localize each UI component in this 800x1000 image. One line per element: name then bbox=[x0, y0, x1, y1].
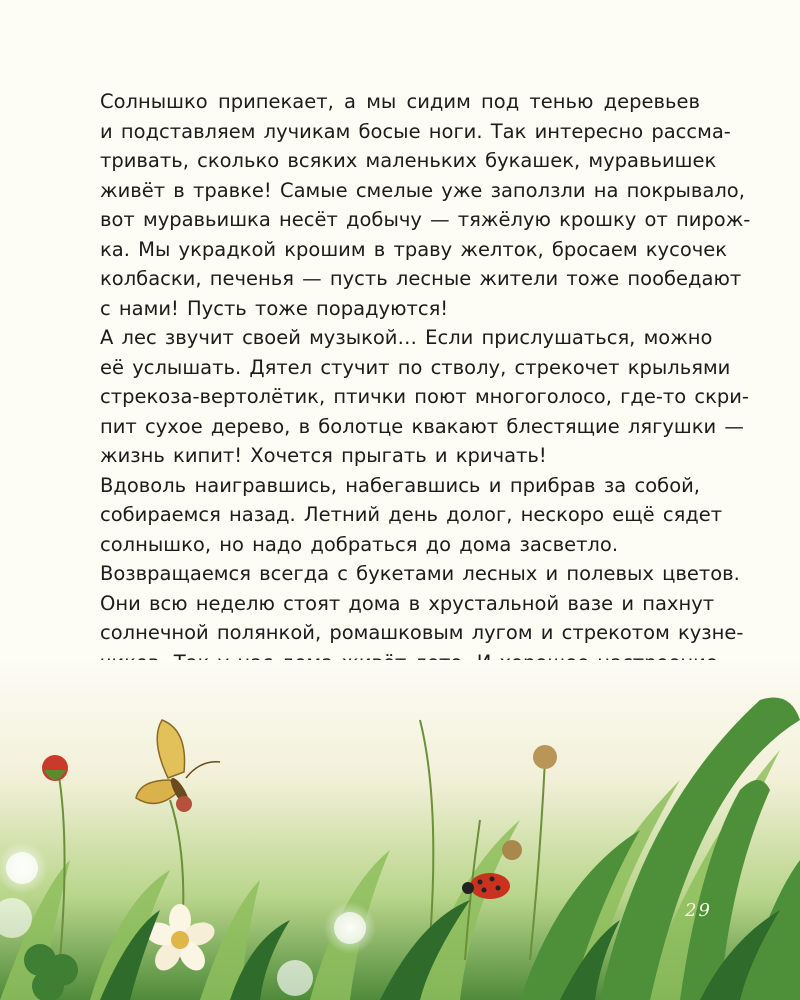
seed-pod-small bbox=[502, 840, 522, 860]
text-line: и подставляем лучикам босые ноги. Так интересно рассма- bbox=[100, 119, 731, 143]
text-line: А лес звучит своей музыкой… Если прислушаться, можно bbox=[100, 326, 713, 349]
text-line: живёт в травке! Самые смелые уже заползли на покрывало, bbox=[100, 178, 745, 202]
story-text bbox=[100, 87, 751, 677]
text-line: колбаски, печенья — пусть лесные жители тоже пообедают bbox=[100, 267, 742, 290]
text-line: с нами! Пусть тоже порадуются! bbox=[100, 296, 449, 320]
text-line: солнечной полянкой, ромашковым лугом и стрекотом кузне- bbox=[100, 621, 744, 644]
text-line: жизнь кипит! Хочется прыгать и кричать! bbox=[100, 444, 547, 467]
text-line: собираемся назад. Летний день долог, нескоро ещё сядет bbox=[100, 503, 723, 526]
paragraph bbox=[100, 323, 749, 471]
red-flower-bud bbox=[42, 755, 68, 781]
paragraph bbox=[100, 471, 723, 560]
text-line: Солнышко припекает, а мы сидим под тенью деревьев bbox=[100, 90, 700, 113]
paragraph bbox=[100, 87, 751, 323]
text-line: Возвращаемся всегда с букетами лесных и полевых цветов. bbox=[100, 562, 740, 585]
text-line: тривать, сколько всяких маленьких букашек, муравьишек bbox=[100, 149, 717, 172]
text-line: вот муравьишка несёт добычу — тяжёлую крошку от пирож- bbox=[100, 208, 751, 231]
meadow-illustration bbox=[0, 660, 800, 1000]
text-line: пит сухое дерево, в болотце квакают блестящие лягушки — bbox=[100, 414, 744, 438]
text-line: солнышко, но надо добраться до дома засветло. bbox=[100, 532, 619, 556]
text-line: её услышать. Дятел стучит по стволу, стрекочет крыльями bbox=[100, 355, 731, 379]
page-number: 29 bbox=[685, 900, 712, 921]
text-line: ка. Мы украдкой крошим в траву желток, бросаем кусочек bbox=[100, 237, 728, 261]
text-line: стрекоза-вертолётик, птички поют многоголосо, где-то скри- bbox=[100, 385, 749, 408]
text-line: Они всю неделю стоят дома в хрустальной вазе и пахнут bbox=[100, 591, 715, 615]
seed-pod bbox=[533, 745, 557, 769]
text-line: Вдоволь наигравшись, набегавшись и прибрав за собой, bbox=[100, 473, 700, 497]
